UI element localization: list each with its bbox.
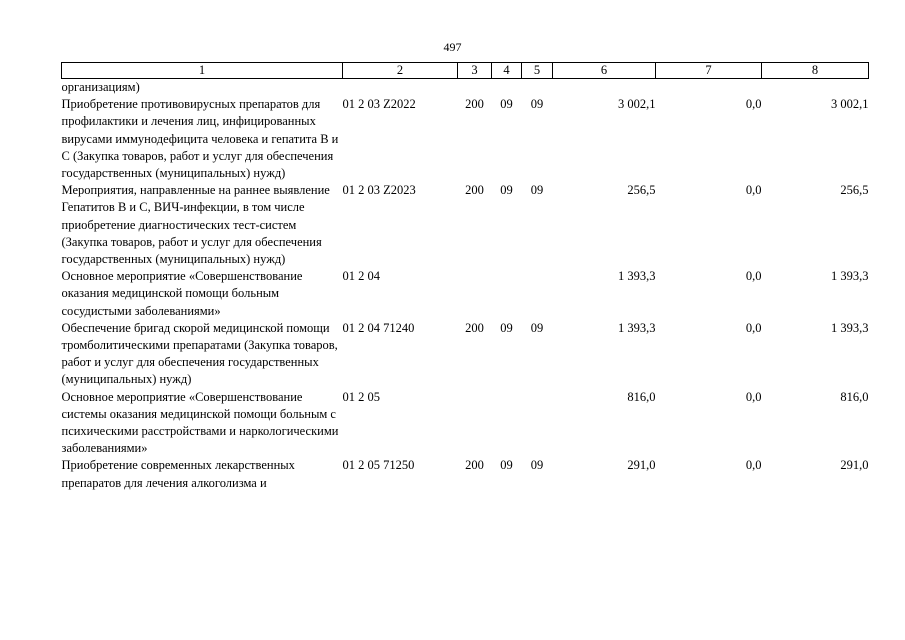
row-vr: 200	[465, 458, 484, 473]
row-value-7: 0,0	[745, 320, 762, 335]
column-header: 5	[522, 63, 553, 79]
page-number: 497	[443, 40, 462, 54]
row-code: 01 2 05	[342, 389, 380, 404]
row-value-8: 3 002,1	[831, 97, 869, 112]
row-value-6: 256,5	[627, 183, 656, 198]
row-value-7: 0,0	[745, 269, 762, 284]
table-row	[62, 389, 869, 458]
row-name: Обеспечение бригад скорой медицинской помощи тромболитическими препаратами (Закупка товаров, работ и услуг для обеспечения государственных (муниципальных) нужд)	[61, 320, 338, 387]
row-name: Основное мероприятие «Совершенствование оказания медицинской помощи больным сосудистыми заболеваниями»	[61, 269, 303, 318]
row-pr: 09	[530, 183, 544, 198]
row-name: Приобретение противовирусных препаратов для профилактики и лечения лиц, инфицированных вирусами иммунодефицита человека и гепатита В и С (Закупка товаров, работ и услуг для обеспечения государственных (муниципальных) нужд)	[61, 97, 339, 181]
table-row	[62, 320, 869, 389]
row-code: 01 2 03 Z2023	[342, 183, 416, 198]
row-code: 01 2 04 71240	[342, 320, 415, 335]
row-vr: 200	[465, 320, 484, 335]
column-header: 4	[492, 63, 522, 79]
row-pr	[522, 389, 553, 458]
row-value-8: 1 393,3	[831, 320, 869, 335]
column-header: 7	[656, 63, 762, 79]
row-value-8: 291,0	[840, 458, 869, 473]
row-value-8: 256,5	[840, 183, 869, 198]
column-header: 6	[553, 63, 656, 79]
table-row	[62, 96, 869, 182]
column-header: 8	[762, 63, 869, 79]
row-vr	[458, 268, 492, 320]
row-value-7: 0,0	[745, 183, 762, 198]
row-value-7: 0,0	[745, 458, 762, 473]
row-value-6: 3 002,1	[618, 97, 656, 112]
row-code: 01 2 05 71250	[342, 458, 415, 473]
continuation-row	[62, 79, 869, 97]
continuation-text: организациям)	[61, 80, 140, 94]
table-row	[62, 457, 869, 491]
row-rz: 09	[500, 320, 513, 335]
row-pr: 09	[530, 97, 544, 112]
row-name: Приобретение современных лекарственных препаратов для лечения алкоголизма и	[61, 458, 295, 490]
row-pr: 09	[530, 320, 544, 335]
row-rz	[492, 268, 522, 320]
row-value-8: 1 393,3	[831, 269, 869, 284]
column-header: 1	[62, 63, 343, 79]
row-rz: 09	[500, 97, 513, 112]
row-value-7: 0,0	[745, 97, 762, 112]
row-value-6: 1 393,3	[618, 320, 656, 335]
row-value-7: 0,0	[745, 389, 762, 404]
row-vr: 200	[465, 183, 484, 198]
column-header: 3	[458, 63, 492, 79]
row-code: 01 2 04	[342, 269, 380, 284]
budget-table	[61, 62, 869, 492]
table-row	[62, 182, 869, 268]
row-value-8: 816,0	[840, 389, 869, 404]
row-name: Мероприятия, направленные на раннее выявление Гепатитов В и С, ВИЧ-инфекции, в том числе приобретение диагностических тест-систем (Закупка товаров, работ и услуг для обеспечения государственных (муниципальных) нужд)	[61, 183, 330, 267]
column-header: 2	[343, 63, 458, 79]
row-rz: 09	[500, 458, 513, 473]
row-pr	[522, 268, 553, 320]
row-pr: 09	[530, 458, 544, 473]
row-rz	[492, 389, 522, 458]
table-row	[62, 268, 869, 320]
row-code: 01 2 03 Z2022	[342, 97, 416, 112]
row-rz: 09	[500, 183, 513, 198]
column-number-header-row	[62, 63, 869, 79]
row-value-6: 1 393,3	[618, 269, 656, 284]
row-name: Основное мероприятие «Совершенствование системы оказания медицинской помощи больным с психическими расстройствами и наркологическими заболеваниями»	[61, 389, 339, 456]
row-value-6: 816,0	[627, 389, 656, 404]
row-value-6: 291,0	[627, 458, 656, 473]
row-vr	[458, 389, 492, 458]
row-vr: 200	[465, 97, 484, 112]
